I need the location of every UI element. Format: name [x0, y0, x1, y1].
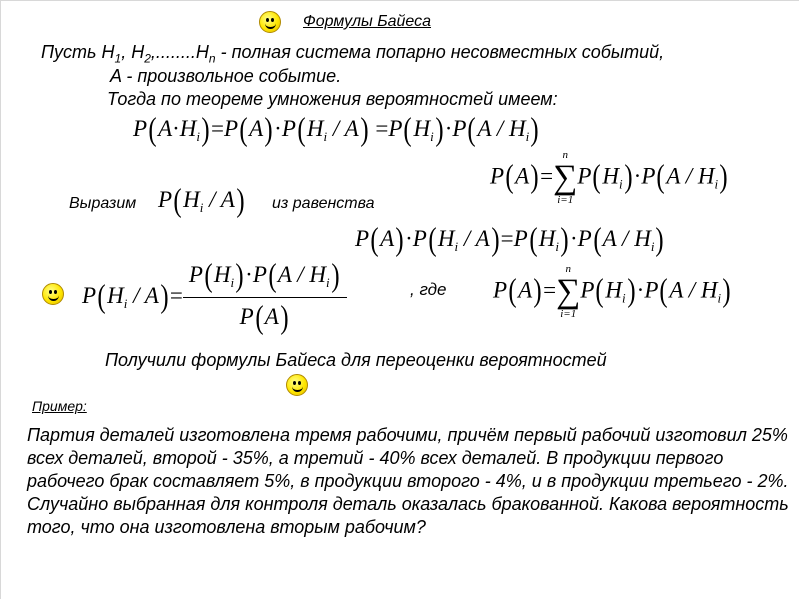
total-probability-formula-2: P(A)= n ∑ i=1 $P(H_i)\cdot P(A / H_i)$ [493, 263, 731, 320]
smiley-icon [259, 11, 281, 33]
conclusion-text: Получили формулы Байеса для переоценки вероятностей [105, 350, 607, 370]
intro-line-3: Тогда по теореме умножения вероятностей имеем: [107, 89, 558, 109]
multiplication-formula: $P(A\cdot H_i)=P(A)\cdot P(H_i / A) =P(H_i)\cdot P(A / H_i)$ [133, 112, 539, 148]
example-problem-text: Партия деталей изготовлена тремя рабочими, причём первый рабочий изготовил 25% всех деталей, второй - 35%, а третий - 40% всех деталей. В продукции первого рабочего брак составляет 5%, в продукции второго - 4%, и в продукции третьего - 2%. Случайно выбранная для контроля деталь оказалась бракованной. Какова вероятность того, что она изготовлена вторым рабочим? [27, 425, 789, 537]
equality-formula: $P(A)\cdot P(H_i / A)=P(H_i)\cdot P(A / H_i)$ [355, 222, 665, 258]
express-term: $P(H_i / A)$ [158, 183, 245, 219]
total-probability-formula: P(A)= n ∑ i=1 $P(H_i)\cdot P(A / H_i)$ [490, 149, 728, 206]
express-label: Выразим [69, 195, 137, 212]
smiley-icon [286, 374, 308, 396]
smiley-icon [42, 283, 64, 305]
example-label: Пример: [32, 398, 87, 414]
express-from-label: из равенства [272, 195, 375, 212]
slide-title: Формулы Байеса [303, 13, 432, 30]
bayes-formula: $P(H_i / A)=$ $\frac{P(H_i)\cdot P(A / H_i)}{P(A)}$ [82, 258, 347, 337]
intro-line-1: Пусть $H_1$, $H_2,........H_n$ - полная система попарно несовместных событий, [41, 42, 665, 66]
intro-line-2: A - произвольное событие. [110, 66, 342, 86]
where-label: , где [410, 280, 447, 299]
